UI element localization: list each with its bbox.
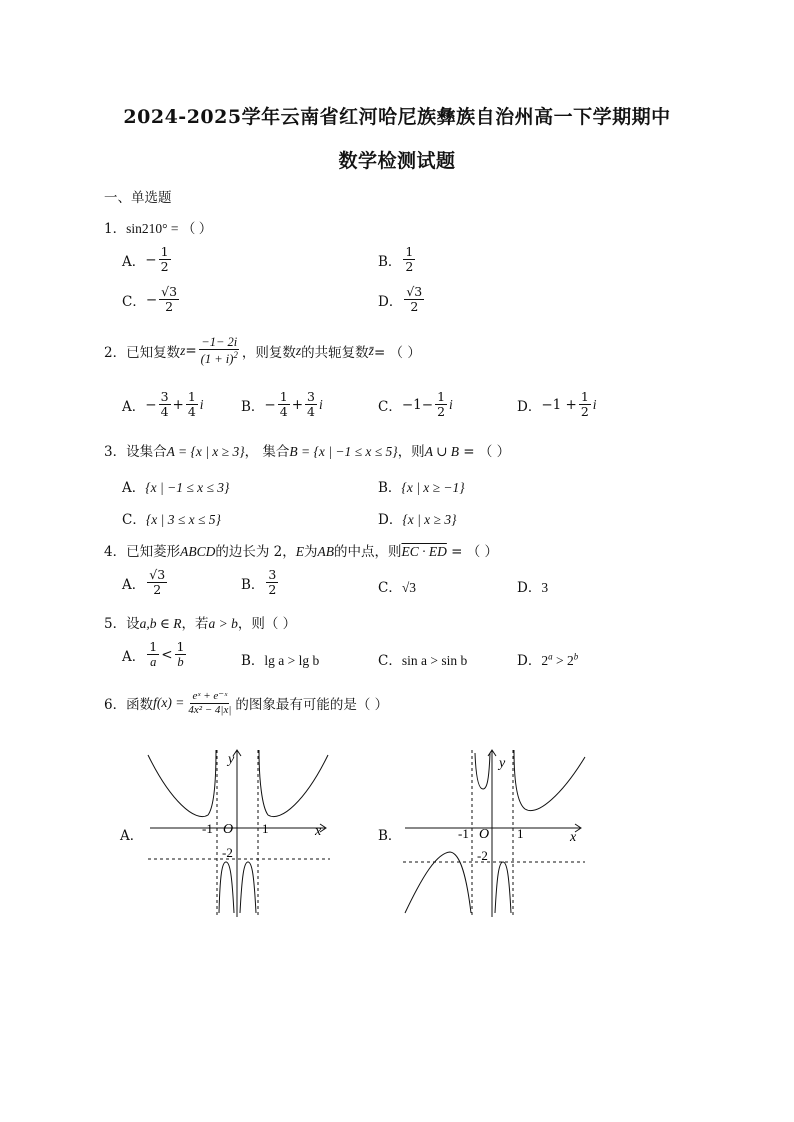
- question-6: [104, 690, 388, 716]
- q5-option-b[interactable]: [241, 649, 319, 669]
- question-4: [104, 540, 498, 560]
- curve-middle-upper: [475, 753, 490, 789]
- y-label: y: [228, 752, 235, 767]
- page-title: 2024-2025学年云南省红河哈尼族彝族自治州高一下学期期中: [123, 106, 671, 128]
- exponent: a: [548, 651, 553, 662]
- function-name: f(x) =: [153, 695, 185, 711]
- var-z: z: [180, 342, 186, 358]
- curve-right-branch: [259, 750, 328, 817]
- text: 的中点，则: [333, 544, 402, 560]
- option-label: B．: [241, 653, 265, 669]
- text: ， 集合: [244, 444, 290, 460]
- q3-option-c[interactable]: [122, 508, 221, 528]
- text: 4．已知菱形: [104, 544, 181, 560]
- question-5: [104, 612, 296, 632]
- text: 5．设: [104, 616, 140, 632]
- q5-option-d[interactable]: [517, 649, 578, 669]
- numerator: 1: [149, 639, 158, 654]
- option-label: A．: [122, 480, 146, 496]
- numerator: 1: [160, 244, 169, 259]
- q1-stem: sin210° = （ ）: [126, 221, 213, 236]
- rhombus-name: ABCD: [180, 544, 216, 559]
- section-heading: 一、单选题: [104, 190, 172, 206]
- vector-dot-product: EC · ED: [401, 544, 447, 559]
- denominator: 2: [580, 404, 589, 420]
- condition-vars: a,b ∈ R: [139, 616, 182, 631]
- curve-left-branch: [148, 750, 216, 817]
- option-label: B．: [378, 480, 402, 496]
- union-expr: A ∪ B: [424, 444, 459, 459]
- fraction: [403, 245, 415, 275]
- denominator: 2: [153, 582, 162, 598]
- question-1: [104, 217, 212, 237]
- question-3: [104, 440, 510, 460]
- numerator: 1: [279, 389, 288, 404]
- segment-ab: AB: [317, 544, 334, 559]
- q2-option-b[interactable]: [241, 390, 323, 420]
- fraction: [305, 390, 317, 420]
- fraction: [147, 568, 167, 598]
- text: ，则（ ）: [237, 616, 297, 632]
- tick-1: 1: [262, 821, 269, 836]
- minus-sign: −: [145, 291, 158, 308]
- numerator: √3: [161, 284, 178, 299]
- q5-option-a[interactable]: [122, 640, 188, 670]
- q1-option-b[interactable]: [378, 245, 417, 275]
- option-label: A．: [122, 398, 146, 415]
- option-value: 3: [541, 580, 549, 595]
- option-label: A．: [122, 253, 146, 270]
- curve-middle-right: [240, 862, 256, 913]
- imaginary-unit: i: [318, 396, 323, 412]
- comparison: > 2: [552, 653, 574, 668]
- text: 3．设集合: [104, 444, 167, 460]
- denominator: 4: [187, 404, 196, 420]
- fraction: [199, 335, 240, 367]
- option-label: C．: [122, 512, 146, 528]
- denominator: (1 + i): [200, 352, 234, 367]
- option-label: B．: [378, 253, 402, 270]
- fraction: [404, 285, 424, 315]
- option-label: C．: [378, 580, 402, 596]
- q2-option-c[interactable]: [378, 390, 453, 420]
- denominator: b: [177, 655, 184, 670]
- graph-option-a[interactable]: [140, 745, 340, 920]
- var-z: z: [295, 342, 302, 358]
- option-label: D．: [517, 580, 542, 596]
- option-label: C．: [378, 653, 402, 669]
- fraction: [186, 390, 198, 420]
- option-label: D．: [378, 293, 403, 310]
- q1-option-a[interactable]: [122, 245, 173, 275]
- sign: +: [172, 396, 184, 413]
- equals: =: [185, 342, 197, 359]
- q1-option-c[interactable]: [122, 285, 181, 315]
- denominator: 2: [268, 582, 277, 598]
- text: ，则复数: [241, 344, 296, 361]
- numerator: 3: [268, 567, 277, 582]
- less-than: <: [161, 646, 173, 663]
- option-label: D．: [517, 653, 542, 669]
- fraction: [278, 390, 290, 420]
- q3-option-a[interactable]: [122, 476, 229, 496]
- numerator: 3: [307, 389, 315, 404]
- numerator: eˣ + e⁻ˣ: [192, 690, 228, 702]
- set-a: A = {x | x ≥ 3}: [166, 444, 245, 459]
- numerator: 1: [580, 389, 589, 404]
- fraction: [266, 568, 278, 598]
- option-label: B．: [241, 576, 265, 593]
- x-label: x: [315, 824, 322, 839]
- exponent: 2: [233, 350, 238, 361]
- q4-option-d[interactable]: [517, 576, 548, 596]
- q4-option-c[interactable]: [378, 576, 416, 596]
- numerator: 1: [437, 389, 446, 404]
- curve-left-branch: [405, 852, 471, 913]
- sign: −1−: [401, 396, 434, 413]
- option-value: √3: [401, 580, 417, 595]
- sign: −: [264, 396, 276, 413]
- text: 的边长为 2，: [215, 544, 296, 560]
- fraction: [186, 690, 233, 716]
- imaginary-unit: i: [592, 396, 597, 412]
- fraction: [159, 390, 171, 420]
- option-label: B．: [241, 398, 265, 415]
- numerator: 3: [160, 389, 169, 404]
- curve-right-branch: [514, 750, 585, 811]
- option-label: C．: [122, 293, 146, 310]
- condition: a > b: [208, 616, 238, 631]
- imaginary-unit: i: [199, 396, 204, 412]
- text: 6．函数: [104, 697, 154, 714]
- fraction: [175, 640, 187, 670]
- graph-option-b[interactable]: [395, 745, 595, 920]
- tick-minus-1: -1: [202, 821, 213, 836]
- sign: +: [291, 396, 303, 413]
- denominator: a: [150, 655, 157, 670]
- option-label: D．: [378, 512, 403, 528]
- q4-option-a[interactable]: [122, 568, 169, 598]
- base: 2: [541, 653, 549, 668]
- option-value: {x | −1 ≤ x ≤ 3}: [145, 480, 230, 495]
- tick-minus-1: -1: [458, 826, 469, 841]
- fraction: [579, 390, 591, 420]
- minus-sign: −: [145, 251, 157, 268]
- y-label: y: [499, 756, 506, 771]
- numerator: −1− 2i: [201, 335, 238, 349]
- option-label: D．: [517, 398, 542, 415]
- text: 的图象最有可能的是（ ）: [235, 697, 389, 714]
- option-value: sin a > sin b: [401, 653, 468, 668]
- denominator: 2: [165, 299, 174, 315]
- curve-middle-lower: [495, 862, 511, 913]
- denominator: 2: [405, 259, 414, 275]
- imaginary-unit: i: [449, 396, 453, 412]
- q2-option-a[interactable]: [122, 390, 204, 420]
- tick-minus-2: -2: [477, 848, 488, 863]
- denominator: 4: [279, 404, 288, 420]
- text: ，若: [181, 616, 209, 632]
- option-label: C．: [378, 398, 402, 415]
- fraction: [147, 640, 159, 670]
- text: 为: [303, 544, 318, 560]
- denominator: 2: [160, 259, 169, 275]
- q3-option-d[interactable]: [378, 508, 456, 528]
- text: 的共轭复数: [301, 344, 369, 361]
- set-b: B = {x | −1 ≤ x ≤ 5}: [289, 444, 398, 459]
- q1-option-d[interactable]: [378, 285, 426, 315]
- q2-number: 2．已知复数: [104, 344, 181, 361]
- text: ，则: [397, 444, 425, 460]
- numerator: √3: [149, 567, 166, 582]
- fraction: [435, 390, 447, 420]
- x-label: x: [570, 830, 577, 845]
- numerator: 1: [176, 639, 185, 654]
- option-value: {x | x ≥ −1}: [401, 480, 465, 495]
- q4-option-b[interactable]: [241, 568, 280, 598]
- denominator: 4x² − 4|x|: [188, 703, 232, 716]
- option-label: A．: [122, 648, 146, 665]
- numerator: 1: [405, 244, 414, 259]
- curve-middle-left: [219, 862, 234, 913]
- q3-option-b[interactable]: [378, 476, 465, 496]
- tick-minus-2: -2: [222, 845, 233, 860]
- question-2: [104, 335, 421, 367]
- q6-option-b-label[interactable]: B．: [378, 828, 402, 844]
- fraction: [159, 285, 179, 315]
- option-value: lg a > lg b: [264, 653, 320, 668]
- numerator: √3: [406, 284, 423, 299]
- tick-1: 1: [517, 826, 524, 841]
- numerator: 1: [187, 389, 196, 404]
- option-value: {x | 3 ≤ x ≤ 5}: [145, 512, 221, 527]
- text: = （ ）: [459, 444, 511, 460]
- q1-number: 1．: [104, 221, 127, 237]
- fraction: [159, 245, 171, 275]
- origin-label: O: [479, 827, 490, 842]
- q2-option-d[interactable]: [517, 390, 597, 420]
- q6-option-a-label[interactable]: A．: [120, 828, 144, 844]
- denominator: 2: [437, 404, 446, 420]
- q5-option-c[interactable]: [378, 649, 467, 669]
- denominator: 2: [410, 299, 419, 315]
- denominator: 4: [160, 404, 169, 420]
- page-subtitle: 数学检测试题: [338, 150, 456, 172]
- var-z-conjugate: z̄: [368, 342, 374, 358]
- sign: −: [145, 396, 157, 413]
- point-e: E: [295, 544, 304, 559]
- denominator: 4: [307, 404, 315, 420]
- text: = （ ）: [373, 344, 421, 361]
- exponent: b: [573, 651, 579, 662]
- text: = （ ）: [446, 544, 499, 560]
- option-value: {x | x ≥ 3}: [402, 512, 457, 527]
- option-label: A．: [122, 576, 146, 593]
- origin-label: O: [223, 822, 234, 837]
- sign: −1 +: [541, 396, 577, 413]
